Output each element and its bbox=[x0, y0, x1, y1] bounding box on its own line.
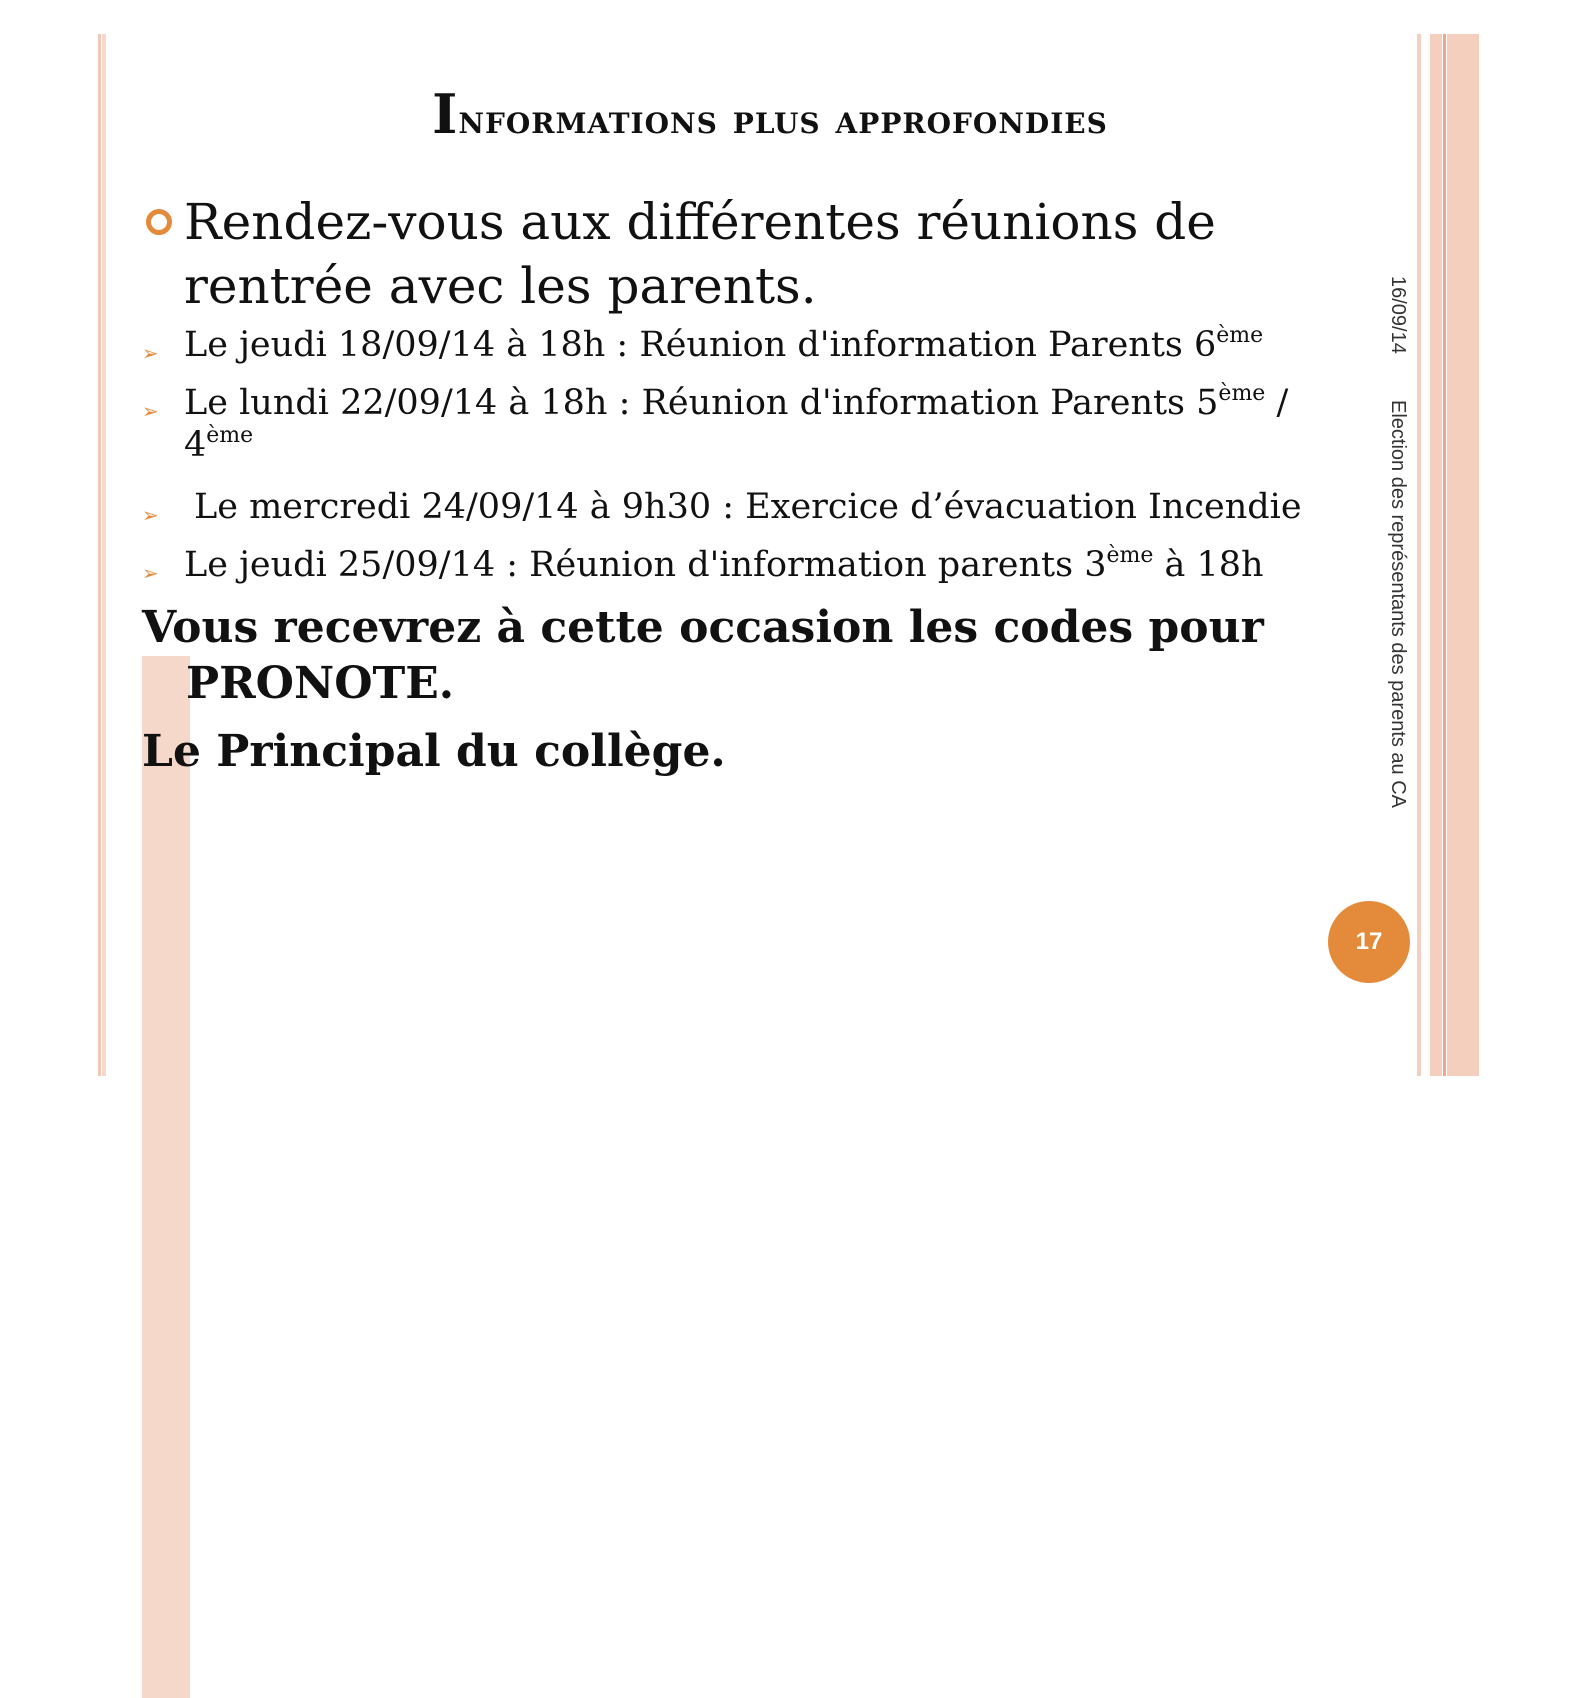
footer-text: Election des représentants des parents au CA bbox=[1387, 400, 1409, 809]
pronote-notice-line-2: PRONOTE. bbox=[142, 656, 190, 1698]
superscript: ème bbox=[1216, 323, 1264, 348]
sub-bullet-item bbox=[142, 324, 1302, 366]
right-border-stripe bbox=[1430, 34, 1442, 1076]
main-bullet-line-2: rentrée avec les parents. bbox=[184, 257, 817, 315]
page-number-badge: 17 bbox=[1328, 901, 1410, 983]
sub-bullet-item bbox=[142, 486, 1302, 528]
title-initial: I bbox=[432, 82, 459, 146]
sub-bullet-item bbox=[142, 544, 1302, 586]
title-rest: nformations plus approfondies bbox=[458, 96, 1108, 143]
main-bullet-line-1: Rendez-vous aux différentes réunions de bbox=[184, 193, 1216, 251]
sub-bullet-text: Le jeudi 18/09/14 à 18h : Réunion d'information Parents 6 bbox=[184, 325, 1217, 365]
right-border-stripe bbox=[1447, 34, 1479, 1076]
right-border-line bbox=[1443, 34, 1446, 1076]
ring-bullet-icon bbox=[146, 209, 172, 235]
arrowhead-bullet-icon: ➢ bbox=[142, 399, 159, 423]
superscript: ème bbox=[206, 423, 254, 448]
main-bullet bbox=[146, 190, 1326, 318]
left-border-line bbox=[98, 34, 101, 1076]
right-border-line bbox=[1417, 34, 1421, 1076]
left-border-line bbox=[102, 34, 106, 1076]
superscript: ème bbox=[1218, 381, 1266, 406]
sub-bullet-text-after: à 18h bbox=[1153, 545, 1264, 585]
sub-bullet-text: Le mercredi 24/09/14 à 9h30 : Exercice d’évacuation Incendie bbox=[194, 487, 1302, 527]
signature: Le Principal du collège. bbox=[142, 726, 726, 777]
sub-bullet-text-continued: 4 bbox=[184, 425, 207, 465]
slide-title bbox=[150, 82, 1390, 146]
superscript: ème bbox=[1106, 543, 1154, 568]
sub-bullet-text: Le lundi 22/09/14 à 18h : Réunion d'information Parents 5 bbox=[184, 383, 1219, 423]
sub-bullet-text-after: / bbox=[1265, 383, 1289, 423]
sub-bullet-text: Le jeudi 25/09/14 : Réunion d'information parents 3 bbox=[184, 545, 1107, 585]
arrowhead-bullet-icon: ➢ bbox=[142, 503, 159, 527]
pronote-notice-line-1: Vous recevrez à cette occasion les codes pour bbox=[142, 602, 1264, 653]
arrowhead-bullet-icon: ➢ bbox=[142, 561, 159, 585]
sub-bullet-item bbox=[142, 382, 1302, 466]
footer-date: 16/09/14 bbox=[1387, 276, 1409, 354]
arrowhead-bullet-icon: ➢ bbox=[142, 341, 159, 365]
